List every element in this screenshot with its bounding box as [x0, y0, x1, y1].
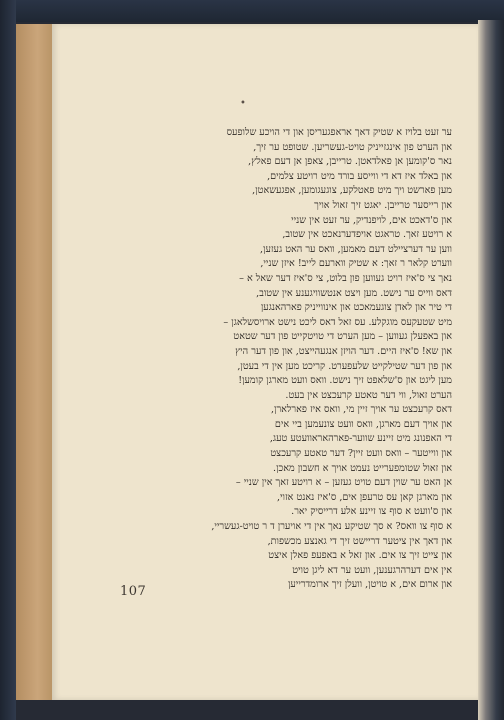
text-line: און ס'דאכט אים, לויפנדיק, ער זעט אין שניי: [291, 214, 452, 226]
text-line: און ווייטער – וואס וועט זיין? דער טאטע קרעכצט: [270, 448, 452, 460]
text-line: און הערט פון אינגזייניק טויט-געשריען. שטופט ער זיך,: [253, 141, 452, 153]
text-line: דאס ווייס ער נישט. מען ויצט אנטשוויגענע אין שטוב,: [256, 287, 452, 299]
text-line: און באפעלן געווען – מען הערט די טויטקייט פון דער שטאט: [233, 331, 452, 343]
text-line: ער זעט בלויז א שטיק דאך אראפגעריסן און די הויכע שלופעס: [226, 127, 452, 138]
text-line: און ארום אים, א טויטן, וועלן זיך ארומדרייען: [287, 579, 452, 591]
page-number: 107: [120, 584, 147, 599]
text-line: א סוף צו וואס? א סך שטיקע נאך אין די אויערן ד ר טויט-געשריי,: [211, 521, 452, 533]
text-line: אין אים דערהרגענען, וועט ער דא ליגן טויט: [292, 564, 452, 576]
text-line: די טיר און לאדן צוגעמאכט און אינווייניק פארהאנגען: [260, 302, 452, 314]
text-line: און ס'וועט א סוף צו זיינע אלע דרייסיק יאר.: [291, 506, 452, 518]
book-cover-top: [0, 0, 504, 22]
text-line: ווערט קלאר ר זאך: א שטיק ווארעם לייב! איזן שניי,: [260, 258, 452, 270]
text-line: און דאך אין ציטער דריישט זיך די גאנצע מכשפות,: [267, 535, 452, 547]
text-line: און פון דער שטילקייט שלעפערט. קריכט מען אין די בעטן,: [237, 360, 452, 372]
text-line: און צייט זיך צו אים. און זאל א באפעפ פאלן איצט: [268, 550, 452, 562]
page-text: [122, 126, 452, 593]
book-gutter: [478, 20, 504, 720]
page-edge-stack: [16, 24, 52, 700]
text-line: די האפנונג מיט זיינע שווער-פארהאראוועטע טעג,: [269, 433, 452, 445]
text-line: מיט שטעקעס מוגקלע. עס זאל דאס ליכט נישט ארויסשלאגן –: [223, 316, 452, 328]
text-line: און שא! ס'איז היים. דער הויזן אנגעהייצט, און פון דער היץ: [235, 345, 452, 357]
text-line: און רייסער טרייבן. יאגט זיך זאול אויך: [314, 199, 452, 211]
text-line: אן האט ער שוין דעם טויט געזען – א רויטע זאך אין שניי –: [235, 477, 452, 489]
text-line: און מארגן קאן עס טרעפן אים, ס'איז נאנט אזוי,: [276, 491, 452, 503]
text-line: מען פארשט ויך מיט פאטלקע, צוגעגומען, אפגעשאטן,: [252, 185, 452, 197]
book-cover-left: [0, 0, 16, 720]
text-line: הערט זאול, ווי דער טאטע קרעכצט אין בעט.: [285, 389, 452, 401]
text-line: דאס קרעכצט ער אויך זיין מי, וואס איז פארלארן,: [270, 404, 452, 416]
text-line: און אויך דעם מארגן, וואס וועט צונעמען ביי אים: [274, 418, 452, 430]
text-line: און זאול שטומפערייט נעמט אויך א חשבון מאכן.: [273, 462, 452, 474]
text-line: נאך צי ס'איז רויט געווען פון בלוט, צי ס'איז דער שאל א –: [239, 272, 452, 284]
text-line: ווען ער דערציילט דעם מאמען, וואס ער האט געזען,: [259, 243, 452, 255]
text-line: א רויטע זאך. טראגט אויפדערנאכט אין שטוב,: [282, 229, 452, 241]
page-marker: •: [240, 98, 246, 109]
text-line: נאר ס'קומען אן פאלדאטן. טרייבן, צאפן אן דעם פאלץ,: [248, 156, 452, 168]
text-line: און באלד איז דא די ווייסע בורד מיט רויטע צלמים,: [267, 170, 452, 182]
text-line: מען ליגט און ס'שלאפט זיך נישט. וואס וועט מארגן קומען!: [238, 375, 452, 387]
